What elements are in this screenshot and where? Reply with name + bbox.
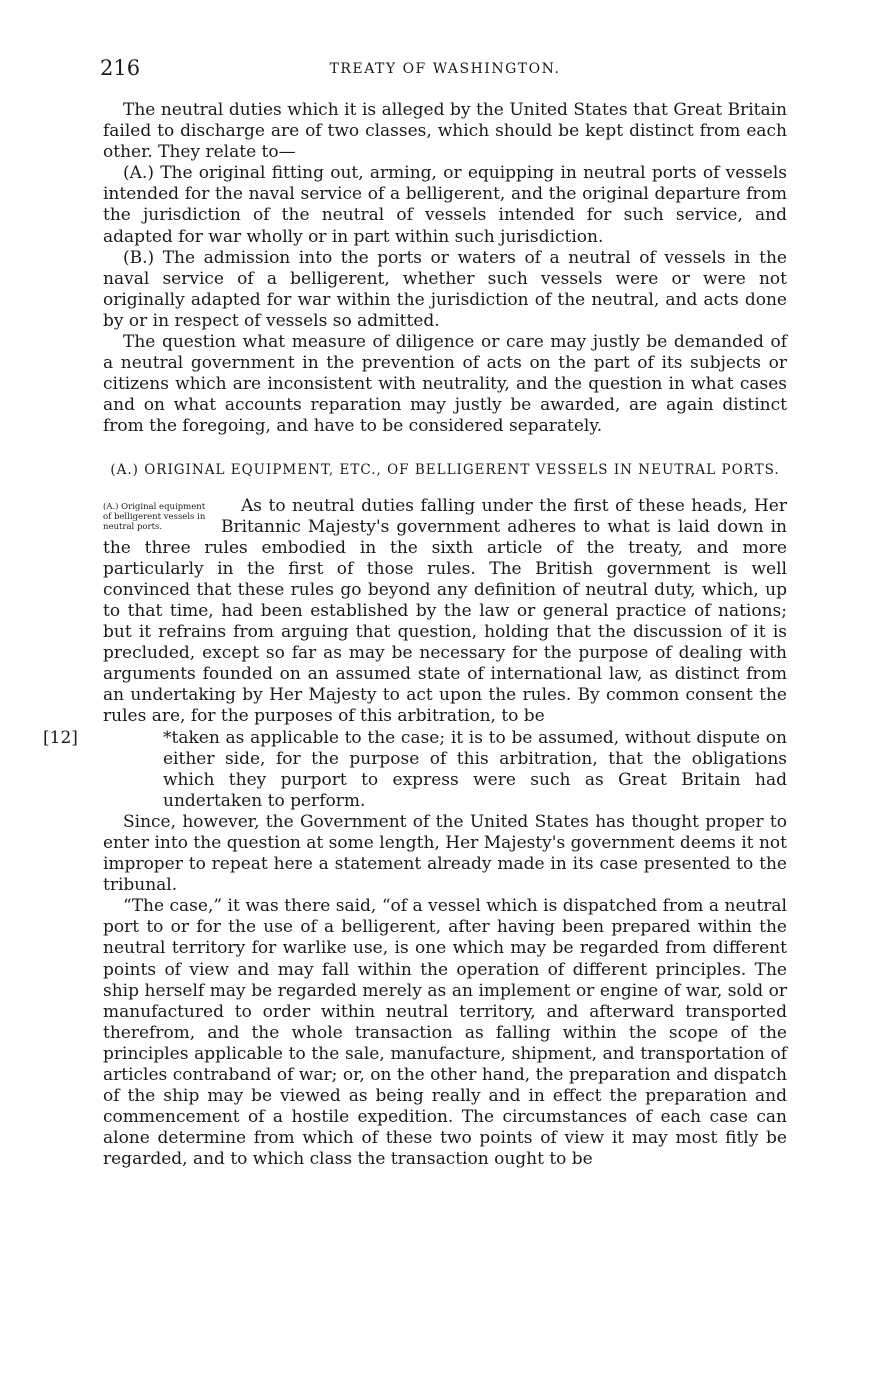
paragraph-since-however: Since, however, the Government of the United States has thought proper to enter into the question at some length, Her Majesty's government deems it not improper to repeat here a statement already made in its case presented to the tribunal.: [103, 811, 787, 896]
paragraph-neutral-duties: [103, 496, 787, 728]
body-text: [43, 100, 787, 1171]
running-title: TREATY OF WASHINGTON.: [329, 61, 561, 77]
section-heading: (A.) ORIGINAL EQUIPMENT, ETC., OF BELLIGERENT VESSELS IN NEUTRAL PORTS.: [110, 461, 780, 478]
page-number: 216: [100, 56, 141, 80]
paragraph-class-a: (A.) The original fitting out, arming, or equipping in neutral ports of vessels intended for the naval service of a belligerent, and the original departure from the jurisdiction of the neutral of vessels intended for such service, and adapted for war wholly or in part within such jurisdiction.: [103, 163, 787, 247]
paragraph-continued-text: *taken as applicable to the case; it is to be assumed, without dispute on either side, for the purpose of this arbitration, that the obligations which they purport to express were such as Great Britain had undertaken to perform.: [163, 727, 787, 811]
paragraph-neutral-duties-text: As to neutral duties falling under the first of these heads, Her Britannic Majesty's government adheres to what is laid down in the three rules embodied in the sixth article of the treaty, and more particularly in the first of those rules. The British government is well convinced that these rules go beyond any definition of neutral duty, which, up to that time, had been established by the law or general practice of nations; but it refrains from arguing that question, holding that the discussion of it is precluded, except so far as may be necessary for the purpose of dealing with arguments founded on an assumed state of international law, as distinct from an undertaking by Her Majesty to act upon the rules. By common consent the rules are, for the purposes of this arbitration, to be: [103, 495, 787, 727]
paragraph-quotation: “The case,” it was there said, “of a vessel which is dispatched from a neutral port to or for the use of a belligerent, after having been prepared within the neutral territory for warlike use, is one which may be regarded from different points of view and may fall within the operation of different principles. The ship herself may be regarded merely as an implement or engine of war, sold or manufactured to order within neutral territory, and afterward transported therefrom, and the whole transaction as falling within the scope of the principles applicable to the sale, manufacture, shipment, and transportation of articles contraband of war; or, on the other hand, the preparation and dispatch of the ship may be viewed as being really and in effect the preparation and commencement of a hostile expedition. The circumstances of each case can alone determine from which of these two points of view it may most fitly be regarded, and to which class the transaction ought to be: [103, 896, 787, 1170]
margin-note: (A.) Original equipment of belligerent vessels in neutral ports.: [103, 501, 206, 532]
paragraph-continued: [43, 727, 787, 812]
paragraph-class-b: (B.) The admission into the ports or waters of a neutral of vessels in the naval service of a belligerent, whether such vessels were or were not originally adapted for war within the jurisdiction of the neutral, and acts done by or in respect of vessels so admitted.: [103, 247, 787, 331]
paragraph-intro: The neutral duties which it is alleged by the United States that Great Britain failed to discharge are of two classes, which should be kept distinct from each other. They relate to—: [103, 100, 787, 163]
page-marker: [12]: [43, 727, 78, 748]
paragraph-diligence: The question what measure of diligence or care may justly be demanded of a neutral government in the prevention of acts on the part of its subjects or citizens which are inconsistent with neutrality, and the question in what cases and on what accounts reparation may justly be awarded, are again distinct from the foregoing, and have to be considered separately.: [103, 332, 787, 437]
page-header: [100, 56, 790, 86]
